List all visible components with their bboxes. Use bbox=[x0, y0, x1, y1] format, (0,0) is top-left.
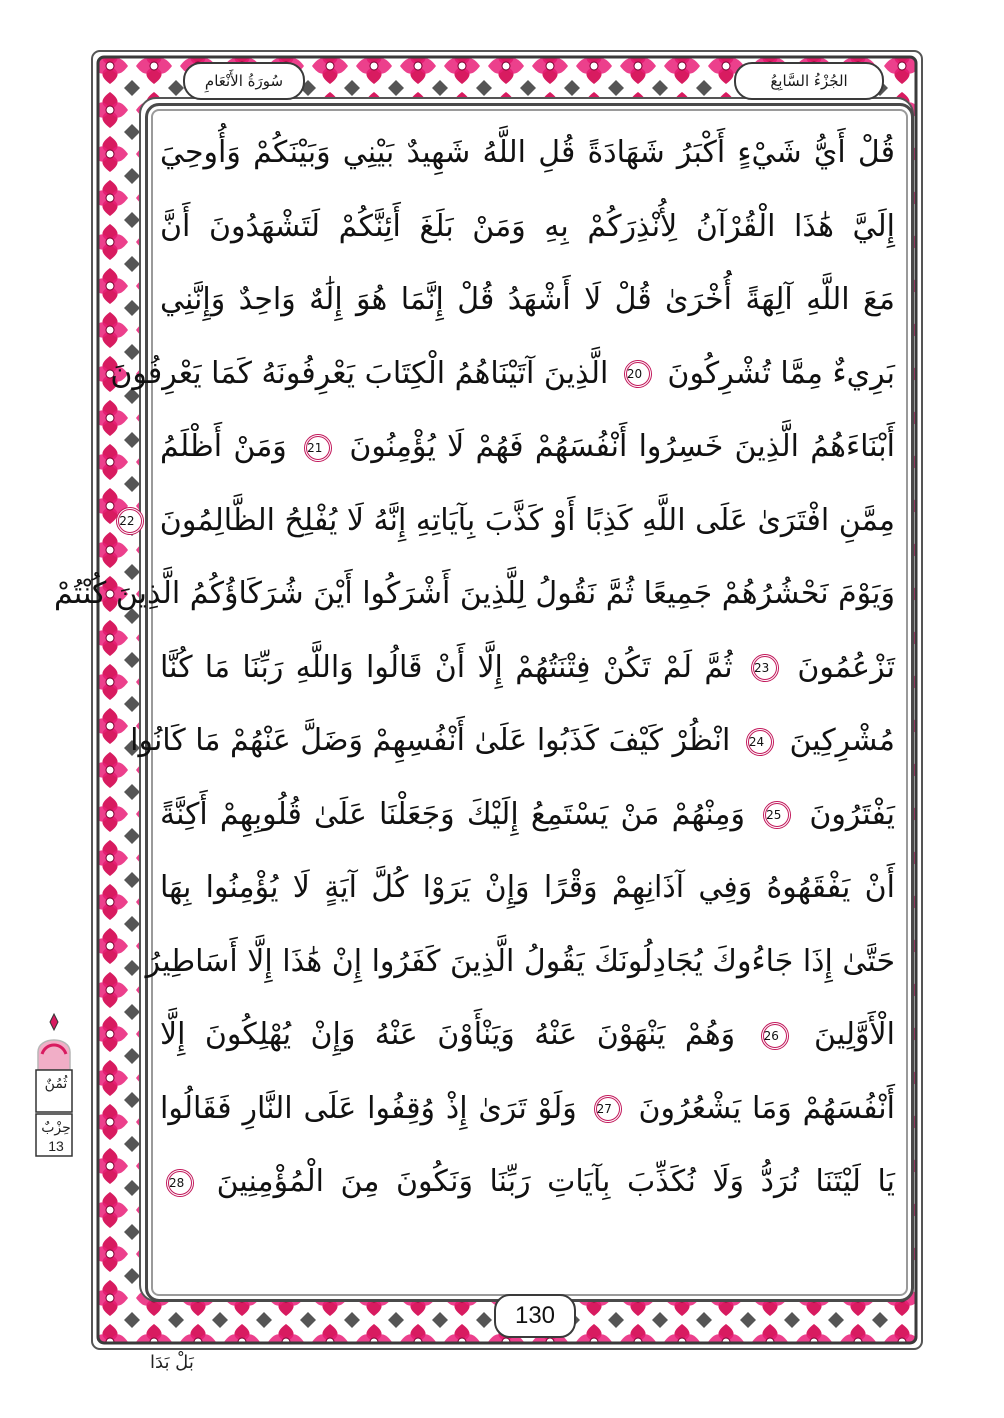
verse-text: مُشْرِكِينَ bbox=[789, 723, 895, 758]
ayah-number-marker: 22 bbox=[116, 507, 144, 535]
juz-label: الجُزْءُ السَّابِعُ bbox=[734, 62, 884, 100]
text-line bbox=[160, 1000, 895, 1070]
verse-text: الَّذِينَ آتَيْنَاهُمُ الْكِتَابَ يَعْرِفُونَهُ كَمَا يَعْرِفُونَ bbox=[110, 355, 609, 391]
verse-text: قُلْ أَيُّ شَيْءٍ أَكْبَرُ شَهَادَةً قُلِ اللَّهُ شَهِيدٌ بَيْنِي وَبَيْنَكُمْ وَأُوحِيَ bbox=[160, 135, 895, 170]
verse-text: الْأَوَّلِينَ bbox=[814, 1017, 895, 1052]
verse-text: إِلَيَّ هَٰذَا الْقُرْآنُ لِأُنْذِرَكُمْ بِهِ وَمَنْ بَلَغَ أَئِنَّكُمْ لَتَشْهَدُونَ أَنَّ bbox=[160, 208, 895, 244]
verse-text: وَهُمْ يَنْهَوْنَ عَنْهُ وَيَنْأَوْنَ عَنْهُ وَإِنْ يُهْلِكُونَ إِلَّا bbox=[160, 1017, 736, 1052]
text-line bbox=[160, 1074, 895, 1144]
verse-text: أَنْ يَفْقَهُوهُ وَفِي آذَانِهِمْ وَقْرًا وَإِنْ يَرَوْا كُلَّ آيَةٍ لَا يُؤْمِنُوا بِهَا bbox=[160, 870, 895, 905]
text-line bbox=[160, 118, 895, 188]
text-line bbox=[110, 339, 895, 409]
verse-text: بَرِيءٌ مِمَّا تُشْرِكُونَ bbox=[667, 355, 895, 391]
ayah-number-marker: 20 bbox=[624, 360, 652, 388]
verse-text: تَزْعُمُونَ bbox=[797, 649, 895, 685]
ayah-number-marker: 28 bbox=[166, 1169, 194, 1197]
text-line bbox=[53, 559, 895, 629]
verse-text: يَا لَيْتَنَا نُرَدُّ وَلَا نُكَذِّبَ بِآيَاتِ رَبِّنَا وَنَكُونَ مِنَ الْمُؤْمِنِينَ bbox=[216, 1164, 895, 1199]
verse-text: أَنْفُسَهُمْ وَمَا يَشْعُرُونَ bbox=[638, 1090, 895, 1126]
hizb-number: 13 bbox=[48, 1138, 64, 1154]
verse-text: مَعَ اللَّهِ آلِهَةً أُخْرَىٰ قُلْ لَا أَشْهَدُ قُلْ إِنَّمَا هُوَ إِلَٰهٌ وَاحِدٌ وَإِنَّنِي bbox=[160, 282, 895, 317]
verse-text: وَمَنْ أَظْلَمُ bbox=[160, 429, 287, 464]
text-line bbox=[130, 706, 895, 776]
verse-text: ثُمَّ لَمْ تَكُنْ فِتْنَتُهُمْ إِلَّا أَنْ قَالُوا وَاللَّهِ رَبِّنَا مَا كُنَّا bbox=[160, 649, 733, 685]
page-number: 130 bbox=[494, 1294, 576, 1338]
text-line bbox=[145, 927, 895, 997]
text-line bbox=[160, 192, 895, 262]
verse-text: انْظُرْ كَيْفَ كَذَبُوا عَلَىٰ أَنْفُسِهِمْ وَضَلَّ عَنْهُمْ مَا كَانُوا bbox=[130, 723, 731, 758]
hizb-label: حِزْبٌ bbox=[41, 1120, 71, 1136]
catchword: بَلْ بَدَا bbox=[150, 1352, 194, 1373]
verse-text: وَلَوْ تَرَىٰ إِذْ وُقِفُوا عَلَى النَّارِ فَقَالُوا bbox=[160, 1090, 577, 1126]
ayah-number-marker: 26 bbox=[761, 1022, 789, 1050]
verse-text: مِمَّنِ افْتَرَىٰ عَلَى اللَّهِ كَذِبًا أَوْ كَذَّبَ بِآيَاتِهِ إِنَّهُ لَا يُفْلِحُ الظَّالِمُونَ bbox=[159, 502, 895, 538]
ayah-number-marker: 25 bbox=[763, 801, 791, 829]
text-line bbox=[160, 853, 895, 923]
ayah-number-marker: 27 bbox=[594, 1095, 622, 1123]
text-line bbox=[160, 633, 895, 703]
verse-text: أَبْنَاءَهُمُ الَّذِينَ خَسِرُوا أَنْفُسَهُمْ فَهُمْ لَا يُؤْمِنُونَ bbox=[349, 429, 895, 464]
ayah-number-marker: 21 bbox=[304, 434, 332, 462]
text-line bbox=[119, 486, 895, 556]
thumn-label: ثُمُنٌ bbox=[44, 1076, 68, 1092]
verse-text: وَيَوْمَ نَحْشُرُهُمْ جَمِيعًا ثُمَّ نَقُولُ لِلَّذِينَ أَشْرَكُوا أَيْنَ شُرَكَاؤُكُمُ الَّذِينَ كُنْتُمْ bbox=[53, 576, 895, 611]
text-line bbox=[160, 412, 895, 482]
ayah-number-marker: 23 bbox=[751, 654, 779, 682]
verse-text: حَتَّىٰ إِذَا جَاءُوكَ يُجَادِلُونَكَ يَقُولُ الَّذِينَ كَفَرُوا إِنْ هَٰذَا إِلَّا أَسَاطِيرُ bbox=[145, 943, 895, 979]
surah-label: سُورَةُ الأَنْعَامِ bbox=[183, 62, 305, 100]
ayah-number-marker: 24 bbox=[746, 728, 774, 756]
verse-text: وَمِنْهُمْ مَنْ يَسْتَمِعُ إِلَيْكَ وَجَعَلْنَا عَلَىٰ قُلُوبِهِمْ أَكِنَّةً bbox=[160, 796, 745, 832]
text-line bbox=[160, 265, 895, 335]
text-line bbox=[160, 1147, 895, 1217]
text-line bbox=[160, 780, 895, 850]
verse-text: يَفْتَرُونَ bbox=[809, 796, 895, 832]
